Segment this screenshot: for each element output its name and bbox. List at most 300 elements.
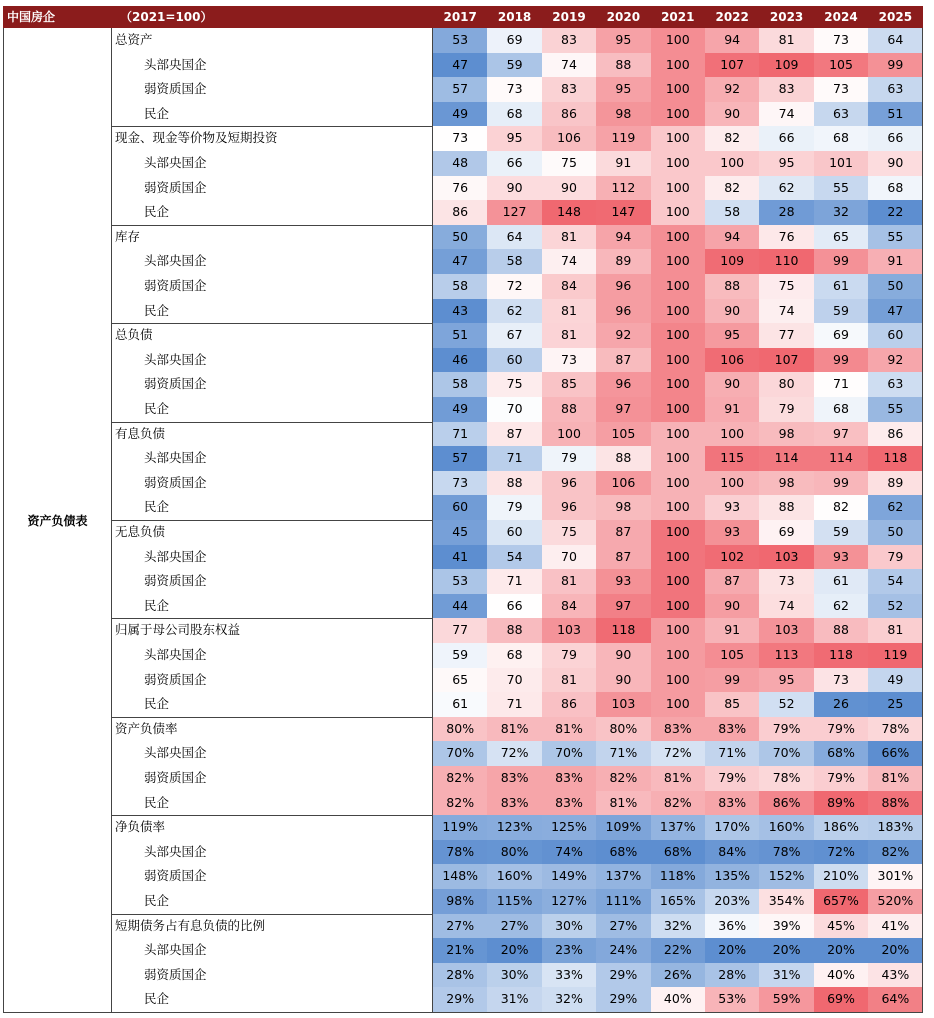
- data-cell: 73: [814, 28, 868, 53]
- data-cell: 26%: [651, 963, 705, 988]
- data-cell: 40%: [651, 987, 705, 1012]
- data-cell: 45%: [814, 914, 868, 939]
- data-cell: 93: [705, 495, 759, 520]
- data-cell: 61: [433, 692, 487, 717]
- data-cell: 81: [542, 225, 596, 250]
- data-cell: 27%: [487, 914, 541, 939]
- table-right-border: [922, 28, 923, 1012]
- row-label: 有息负债: [111, 422, 433, 447]
- data-cell: 67: [487, 323, 541, 348]
- data-cell: 91: [868, 249, 922, 274]
- data-cell: 72: [487, 274, 541, 299]
- year-header-2024: 2024: [824, 10, 858, 24]
- data-cell: 90: [705, 299, 759, 324]
- data-cell: 79: [868, 545, 922, 570]
- data-cell: 183%: [868, 815, 922, 840]
- row-label: 民企: [111, 987, 433, 1012]
- data-cell: 105: [814, 53, 868, 78]
- data-cell: 30%: [487, 963, 541, 988]
- table-row: [111, 864, 923, 889]
- data-cell: 97: [596, 594, 650, 619]
- data-cell: 48: [433, 151, 487, 176]
- row-label: 无息负债: [111, 520, 433, 545]
- data-cell: 100: [651, 372, 705, 397]
- data-cell: 100: [651, 692, 705, 717]
- data-cell: 96: [542, 495, 596, 520]
- data-cell: 100: [651, 249, 705, 274]
- data-cell: 98: [759, 471, 813, 496]
- row-label: 民企: [111, 299, 433, 324]
- data-cell: 81%: [542, 717, 596, 742]
- data-cell: 27%: [433, 914, 487, 939]
- data-cell: 354%: [759, 889, 813, 914]
- row-label: 头部央国企: [111, 741, 433, 766]
- table-row: [111, 766, 923, 791]
- data-cell: 90: [868, 151, 922, 176]
- data-cell: 86: [542, 102, 596, 127]
- data-cell: 125%: [542, 815, 596, 840]
- data-cell: 74: [759, 299, 813, 324]
- table-row: [111, 889, 923, 914]
- data-cell: 72%: [487, 741, 541, 766]
- data-cell: 49: [433, 397, 487, 422]
- data-cell: 96: [596, 372, 650, 397]
- data-cell: 147: [596, 200, 650, 225]
- data-cell: 66: [487, 594, 541, 619]
- data-cell: 84: [542, 274, 596, 299]
- data-cell: 69: [487, 28, 541, 53]
- data-cell: 81%: [651, 766, 705, 791]
- data-cell: 59: [814, 299, 868, 324]
- data-cell: 110: [759, 249, 813, 274]
- data-cell: 82: [705, 126, 759, 151]
- data-cell: 100: [651, 594, 705, 619]
- data-cell: 69: [814, 323, 868, 348]
- table-row: [111, 914, 923, 939]
- data-cell: 100: [651, 151, 705, 176]
- data-cell: 79: [759, 397, 813, 422]
- data-cell: 92: [868, 348, 922, 373]
- data-cell: 93: [814, 545, 868, 570]
- data-cell: 70: [487, 668, 541, 693]
- data-cell: 84%: [705, 840, 759, 865]
- data-cell: 58: [487, 249, 541, 274]
- data-cell: 114: [814, 446, 868, 471]
- data-cell: 113: [759, 643, 813, 668]
- data-cell: 78%: [759, 766, 813, 791]
- data-cell: 79%: [759, 717, 813, 742]
- data-cell: 103: [759, 618, 813, 643]
- table-row: [111, 618, 923, 643]
- data-cell: 83%: [705, 717, 759, 742]
- row-label: 民企: [111, 692, 433, 717]
- data-cell: 170%: [705, 815, 759, 840]
- row-label: 民企: [111, 889, 433, 914]
- data-cell: 66: [759, 126, 813, 151]
- data-cell: 33%: [542, 963, 596, 988]
- data-cell: 89%: [814, 791, 868, 816]
- table-row: [111, 102, 923, 127]
- data-cell: 73: [759, 569, 813, 594]
- data-cell: 115: [705, 446, 759, 471]
- data-cell: 75: [759, 274, 813, 299]
- year-header-2021: 2021: [661, 10, 695, 24]
- table-row: [111, 569, 923, 594]
- data-cell: 99: [814, 348, 868, 373]
- data-cell: 83%: [705, 791, 759, 816]
- data-cell: 85: [705, 692, 759, 717]
- table-row: [111, 692, 923, 717]
- data-cell: 118%: [651, 864, 705, 889]
- data-cell: 100: [651, 274, 705, 299]
- row-label: 头部央国企: [111, 545, 433, 570]
- data-cell: 100: [651, 126, 705, 151]
- data-cell: 64: [487, 225, 541, 250]
- table-row: [111, 815, 923, 840]
- data-cell: 43: [433, 299, 487, 324]
- data-cell: 83: [542, 77, 596, 102]
- data-cell: 75: [542, 151, 596, 176]
- data-cell: 106: [542, 126, 596, 151]
- data-cell: 79%: [814, 717, 868, 742]
- data-cell: 62: [759, 176, 813, 201]
- data-cell: 29%: [596, 987, 650, 1012]
- data-cell: 81: [542, 569, 596, 594]
- data-cell: 96: [596, 274, 650, 299]
- row-label: 民企: [111, 791, 433, 816]
- table-row: [111, 668, 923, 693]
- row-label: 弱资质国企: [111, 372, 433, 397]
- data-cell: 73: [433, 126, 487, 151]
- data-cell: 71: [487, 692, 541, 717]
- row-label: 弱资质国企: [111, 766, 433, 791]
- data-cell: 71: [433, 422, 487, 447]
- data-cell: 99: [814, 249, 868, 274]
- data-cell: 88: [596, 53, 650, 78]
- data-cell: 75: [542, 520, 596, 545]
- data-cell: 100: [651, 618, 705, 643]
- year-header-2018: 2018: [497, 10, 532, 24]
- data-cell: 210%: [814, 864, 868, 889]
- data-cell: 23%: [542, 938, 596, 963]
- data-cell: 71: [487, 569, 541, 594]
- row-label: 头部央国企: [111, 151, 433, 176]
- data-cell: 81: [542, 299, 596, 324]
- data-cell: 100: [651, 446, 705, 471]
- data-cell: 100: [705, 151, 759, 176]
- data-cell: 68: [868, 176, 922, 201]
- data-cell: 78%: [759, 840, 813, 865]
- data-cell: 20%: [705, 938, 759, 963]
- data-cell: 135%: [705, 864, 759, 889]
- row-label: 民企: [111, 495, 433, 520]
- data-cell: 301%: [868, 864, 922, 889]
- data-cell: 186%: [814, 815, 868, 840]
- data-cell: 118: [596, 618, 650, 643]
- table-row: [111, 151, 923, 176]
- data-cell: 78%: [433, 840, 487, 865]
- data-cell: 86: [433, 200, 487, 225]
- data-cell: 59: [814, 520, 868, 545]
- data-cell: 86: [542, 692, 596, 717]
- data-cell: 53%: [705, 987, 759, 1012]
- row-label: 弱资质国企: [111, 274, 433, 299]
- data-cell: 60: [433, 495, 487, 520]
- data-cell: 203%: [705, 889, 759, 914]
- data-cell: 137%: [651, 815, 705, 840]
- data-cell: 71: [814, 372, 868, 397]
- data-cell: 137%: [596, 864, 650, 889]
- data-cell: 100: [705, 471, 759, 496]
- data-cell: 87: [487, 422, 541, 447]
- data-cell: 39%: [759, 914, 813, 939]
- row-label: 短期债务占有息负债的比例: [111, 914, 433, 939]
- data-cell: 100: [651, 200, 705, 225]
- data-cell: 49: [433, 102, 487, 127]
- data-cell: 81%: [868, 766, 922, 791]
- data-cell: 51: [433, 323, 487, 348]
- data-cell: 70%: [542, 741, 596, 766]
- table-row: [111, 176, 923, 201]
- table-row: [111, 422, 923, 447]
- data-cell: 68%: [651, 840, 705, 865]
- table-row: [111, 938, 923, 963]
- data-cell: 68%: [814, 741, 868, 766]
- table-row: [111, 594, 923, 619]
- data-cell: 152%: [759, 864, 813, 889]
- data-cell: 100: [651, 471, 705, 496]
- data-cell: 100: [651, 545, 705, 570]
- table-row: [111, 348, 923, 373]
- data-cell: 103: [759, 545, 813, 570]
- data-cell: 83: [759, 77, 813, 102]
- data-cell: 61: [814, 569, 868, 594]
- data-cell: 40%: [814, 963, 868, 988]
- data-cell: 95: [759, 151, 813, 176]
- data-cell: 657%: [814, 889, 868, 914]
- row-label: 头部央国企: [111, 53, 433, 78]
- data-cell: 47: [433, 53, 487, 78]
- table-row: [111, 372, 923, 397]
- data-cell: 60: [487, 348, 541, 373]
- data-cell: 77: [433, 618, 487, 643]
- data-cell: 98: [596, 495, 650, 520]
- year-header-2020: 2020: [606, 10, 641, 24]
- data-cell: 73: [814, 77, 868, 102]
- data-cell: 28: [759, 200, 813, 225]
- table-row: [111, 77, 923, 102]
- data-cell: 100: [651, 225, 705, 250]
- data-cell: 22%: [651, 938, 705, 963]
- data-cell: 100: [651, 323, 705, 348]
- data-cell: 100: [651, 495, 705, 520]
- data-cell: 46: [433, 348, 487, 373]
- data-cell: 84: [542, 594, 596, 619]
- table-row: [111, 323, 923, 348]
- data-cell: 59: [487, 53, 541, 78]
- data-cell: 119: [868, 643, 922, 668]
- data-cell: 103: [542, 618, 596, 643]
- data-cell: 63: [868, 372, 922, 397]
- data-cell: 96: [596, 299, 650, 324]
- data-cell: 97: [596, 397, 650, 422]
- row-label: 头部央国企: [111, 938, 433, 963]
- data-cell: 119: [596, 126, 650, 151]
- data-cell: 98%: [433, 889, 487, 914]
- data-cell: 94: [705, 225, 759, 250]
- data-cell: 88: [487, 618, 541, 643]
- data-cell: 26: [814, 692, 868, 717]
- data-cell: 36%: [705, 914, 759, 939]
- data-cell: 127%: [542, 889, 596, 914]
- data-cell: 74: [542, 53, 596, 78]
- data-cell: 57: [433, 77, 487, 102]
- data-cell: 92: [705, 77, 759, 102]
- data-cell: 95: [705, 323, 759, 348]
- data-cell: 100: [651, 569, 705, 594]
- data-cell: 65: [814, 225, 868, 250]
- row-label: 弱资质国企: [111, 668, 433, 693]
- data-cell: 62: [868, 495, 922, 520]
- data-cell: 89: [596, 249, 650, 274]
- data-cell: 44: [433, 594, 487, 619]
- data-cell: 114: [759, 446, 813, 471]
- data-cell: 87: [596, 545, 650, 570]
- data-cell: 106: [705, 348, 759, 373]
- data-cell: 72%: [814, 840, 868, 865]
- data-cell: 66: [868, 126, 922, 151]
- data-cell: 109: [705, 249, 759, 274]
- data-cell: 57: [433, 446, 487, 471]
- data-cell: 82%: [433, 791, 487, 816]
- table-row: [111, 225, 923, 250]
- row-label: 资产负债率: [111, 717, 433, 742]
- data-cell: 28%: [433, 963, 487, 988]
- data-cell: 81: [868, 618, 922, 643]
- data-cell: 55: [814, 176, 868, 201]
- section-label: 资产负债表: [3, 28, 112, 1013]
- data-cell: 101: [814, 151, 868, 176]
- data-cell: 60: [868, 323, 922, 348]
- data-cell: 93: [705, 520, 759, 545]
- data-cell: 66: [487, 151, 541, 176]
- data-cell: 102: [705, 545, 759, 570]
- data-cell: 100: [651, 668, 705, 693]
- data-cell: 90: [705, 372, 759, 397]
- data-cell: 80%: [487, 840, 541, 865]
- data-cell: 71%: [705, 741, 759, 766]
- data-cell: 96: [542, 471, 596, 496]
- data-cell: 31%: [487, 987, 541, 1012]
- table-row: [111, 471, 923, 496]
- data-cell: 90: [705, 102, 759, 127]
- data-cell: 119%: [433, 815, 487, 840]
- data-cell: 71%: [596, 741, 650, 766]
- data-cell: 82%: [596, 766, 650, 791]
- data-cell: 80%: [433, 717, 487, 742]
- data-cell: 62: [814, 594, 868, 619]
- data-cell: 88: [596, 446, 650, 471]
- data-cell: 82%: [433, 766, 487, 791]
- table-row: [111, 274, 923, 299]
- data-cell: 55: [868, 225, 922, 250]
- data-cell: 68%: [596, 840, 650, 865]
- table-row: [111, 840, 923, 865]
- data-cell: 20%: [868, 938, 922, 963]
- data-cell: 73: [433, 471, 487, 496]
- row-label: 库存: [111, 225, 433, 250]
- data-cell: 58: [433, 274, 487, 299]
- data-cell: 59: [433, 643, 487, 668]
- data-cell: 63: [814, 102, 868, 127]
- data-cell: 82%: [868, 840, 922, 865]
- table-row: [111, 299, 923, 324]
- row-label: 弱资质国企: [111, 963, 433, 988]
- data-cell: 98: [596, 102, 650, 127]
- data-cell: 68: [814, 126, 868, 151]
- data-cell: 53: [433, 569, 487, 594]
- data-cell: 62: [487, 299, 541, 324]
- data-cell: 50: [868, 520, 922, 545]
- data-cell: 50: [868, 274, 922, 299]
- table-row: [111, 495, 923, 520]
- header-base-note: （2021=100）: [120, 10, 213, 24]
- data-cell: 82: [705, 176, 759, 201]
- data-cell: 59%: [759, 987, 813, 1012]
- data-cell: 78%: [868, 717, 922, 742]
- data-cell: 82%: [651, 791, 705, 816]
- row-label: 弱资质国企: [111, 569, 433, 594]
- data-cell: 64: [868, 28, 922, 53]
- data-cell: 77: [759, 323, 813, 348]
- data-cell: 71: [487, 446, 541, 471]
- data-cell: 47: [433, 249, 487, 274]
- data-cell: 88: [759, 495, 813, 520]
- data-cell: 32: [814, 200, 868, 225]
- data-cell: 95: [759, 668, 813, 693]
- group-divider: [111, 1012, 923, 1013]
- row-label: 头部央国企: [111, 840, 433, 865]
- data-cell: 68: [487, 643, 541, 668]
- data-cell: 41%: [868, 914, 922, 939]
- table-row: [111, 520, 923, 545]
- data-cell: 21%: [433, 938, 487, 963]
- data-cell: 76: [433, 176, 487, 201]
- data-cell: 81: [759, 28, 813, 53]
- data-cell: 81: [542, 668, 596, 693]
- data-cell: 520%: [868, 889, 922, 914]
- data-cell: 63: [868, 77, 922, 102]
- data-cell: 87: [596, 348, 650, 373]
- row-label: 头部央国企: [111, 446, 433, 471]
- table-row: [111, 126, 923, 151]
- data-cell: 100: [651, 397, 705, 422]
- data-cell: 100: [651, 299, 705, 324]
- data-cell: 91: [705, 618, 759, 643]
- data-cell: 79: [487, 495, 541, 520]
- data-cell: 109%: [596, 815, 650, 840]
- data-cell: 115%: [487, 889, 541, 914]
- data-cell: 60: [487, 520, 541, 545]
- data-cell: 118: [814, 643, 868, 668]
- data-cell: 148%: [433, 864, 487, 889]
- data-cell: 31%: [759, 963, 813, 988]
- data-cell: 100: [651, 520, 705, 545]
- table-row: [111, 200, 923, 225]
- data-cell: 41: [433, 545, 487, 570]
- data-cell: 100: [651, 176, 705, 201]
- data-cell: 83%: [487, 766, 541, 791]
